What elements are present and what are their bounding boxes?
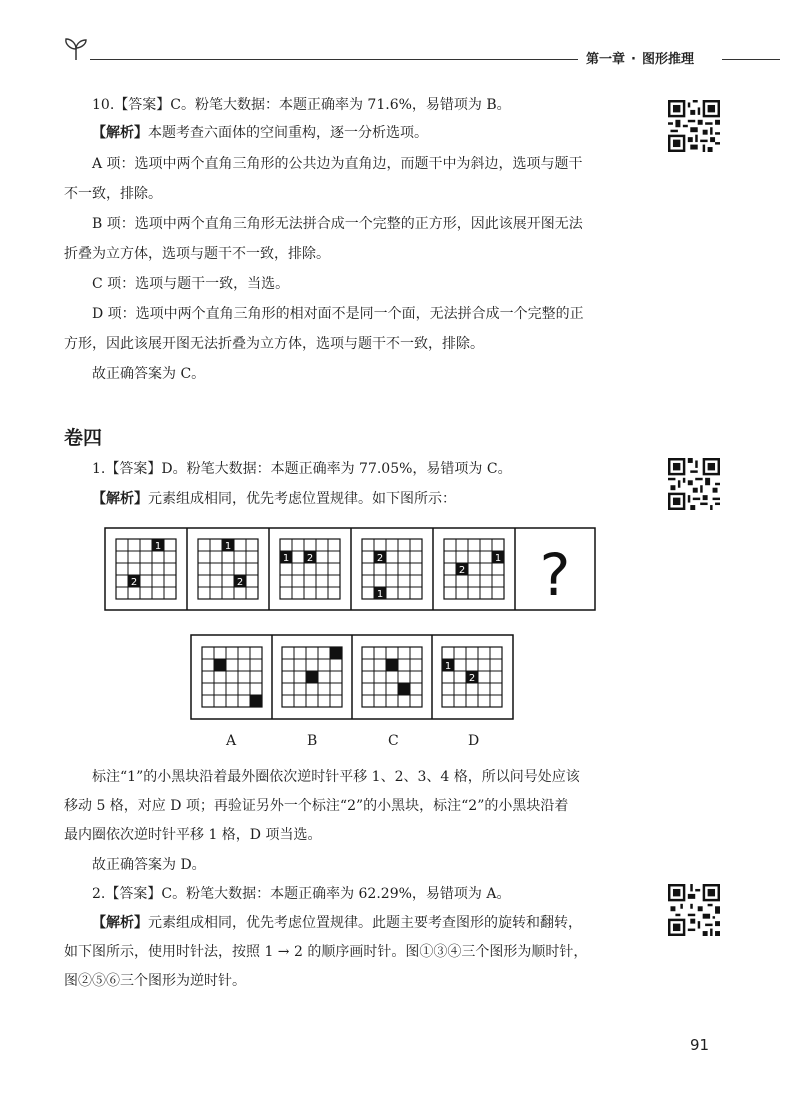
q10-option-a-line2: 不一致，排除。 [64,186,162,202]
header-rule-right [722,59,780,60]
cell-label-1: 1 [376,589,384,600]
q10-analysis [92,124,428,143]
q2-analysis-line3: 图②⑤⑥三个图形为逆时针。 [64,973,246,989]
analysis-text: 本题考查六面体的空间重构，逐一分析选项。 [148,125,428,141]
q10-option-a-line1: A 项：选项中两个直角三角形的公共边为直角边，而题干中为斜边，选项与题干 [92,156,583,172]
analysis-tag: 【解析】 [92,915,148,931]
q10-option-d-line2: 方形，因此该展开图无法折叠为立方体，选项与题干不一致，排除。 [64,336,484,352]
analysis-text: 元素组成相同，优先考虑位置规律。此题主要考查图形的旋转和翻转， [148,915,582,931]
q10-option-c: C 项：选项与题干一致，当选。 [92,276,290,292]
option-label-a: A [226,733,237,749]
q10-conclusion: 故正确答案为 C。 [92,366,206,382]
option-label-d: D [468,733,480,749]
sprout-icon [60,36,92,62]
question-figure-row [104,527,596,611]
analysis-tag: 【解析】 [92,491,148,507]
qr-code-icon [668,884,720,936]
question-mark: ? [539,541,571,609]
cell-label-2: 2 [236,577,244,588]
option-figure-row [190,634,514,720]
section-title: 卷四 [64,427,103,449]
option-label-b: B [307,733,318,749]
q1-explanation-line3: 最内圈依次逆时针平移 1 格，D 项当选。 [64,827,322,843]
q1-conclusion: 故正确答案为 D。 [92,857,206,873]
figure-row-border [105,528,595,610]
q1-answer: 1.【答案】D。粉笔大数据：本题正确率为 77.05%，易错项为 C。 [92,461,512,477]
header-rule [90,59,578,60]
option-label-c: C [388,733,399,749]
cell-label-2: 2 [376,553,384,564]
section-name: 图形推理 [641,52,694,67]
q1-explanation-line1: 标注“1”的小黑块沿着最外圈依次逆时针平移 1、2、3、4 格，所以问号处应该 [92,769,580,785]
q10-option-b-line2: 折叠为立方体，选项与题干不一致，排除。 [64,246,330,262]
qr-code-icon [668,458,720,510]
cell-label-1: 1 [494,553,502,564]
cell-label-1: 1 [444,661,452,672]
cell-label-1: 1 [224,541,232,552]
analysis-text: 元素组成相同，优先考虑位置规律。如下图所示： [148,491,456,507]
q10-option-b-line1: B 项：选项中两个直角三角形无法拼合成一个完整的正方形，因此该展开图无法 [92,216,583,232]
q1-analysis [92,490,456,509]
chapter-heading: 第一章 · 图形推理 [586,52,694,67]
q2-analysis-line1 [92,914,582,933]
q10-option-d-line1: D 项：选项中两个直角三角形的相对面不是同一个面，无法拼合成一个完整的正 [92,306,584,322]
qr-code-icon [668,100,720,152]
q2-analysis-line2: 如下图所示，使用时针法，按照 1 → 2 的顺序画时针。图①③④三个图形为顺时针， [64,944,588,960]
cell-label-2: 2 [468,673,476,684]
q1-explanation-line2: 移动 5 格，对应 D 项；再验证另外一个标注“2”的小黑块，标注“2”的小黑块沿着 [64,798,569,814]
cell-label-1: 1 [282,553,290,564]
chapter-name: 第一章 [586,52,626,67]
page-number: 91 [690,1036,710,1054]
cell-label-2: 2 [306,553,314,564]
analysis-tag: 【解析】 [92,125,148,141]
q10-answer: 10.【答案】C。粉笔大数据：本题正确率为 71.6%，易错项为 B。 [92,97,511,113]
cell-label-2: 2 [458,565,466,576]
q2-answer: 2.【答案】C。粉笔大数据：本题正确率为 62.29%，易错项为 A。 [92,886,511,902]
cell-label-2: 2 [130,577,138,588]
cell-label-1: 1 [154,541,162,552]
